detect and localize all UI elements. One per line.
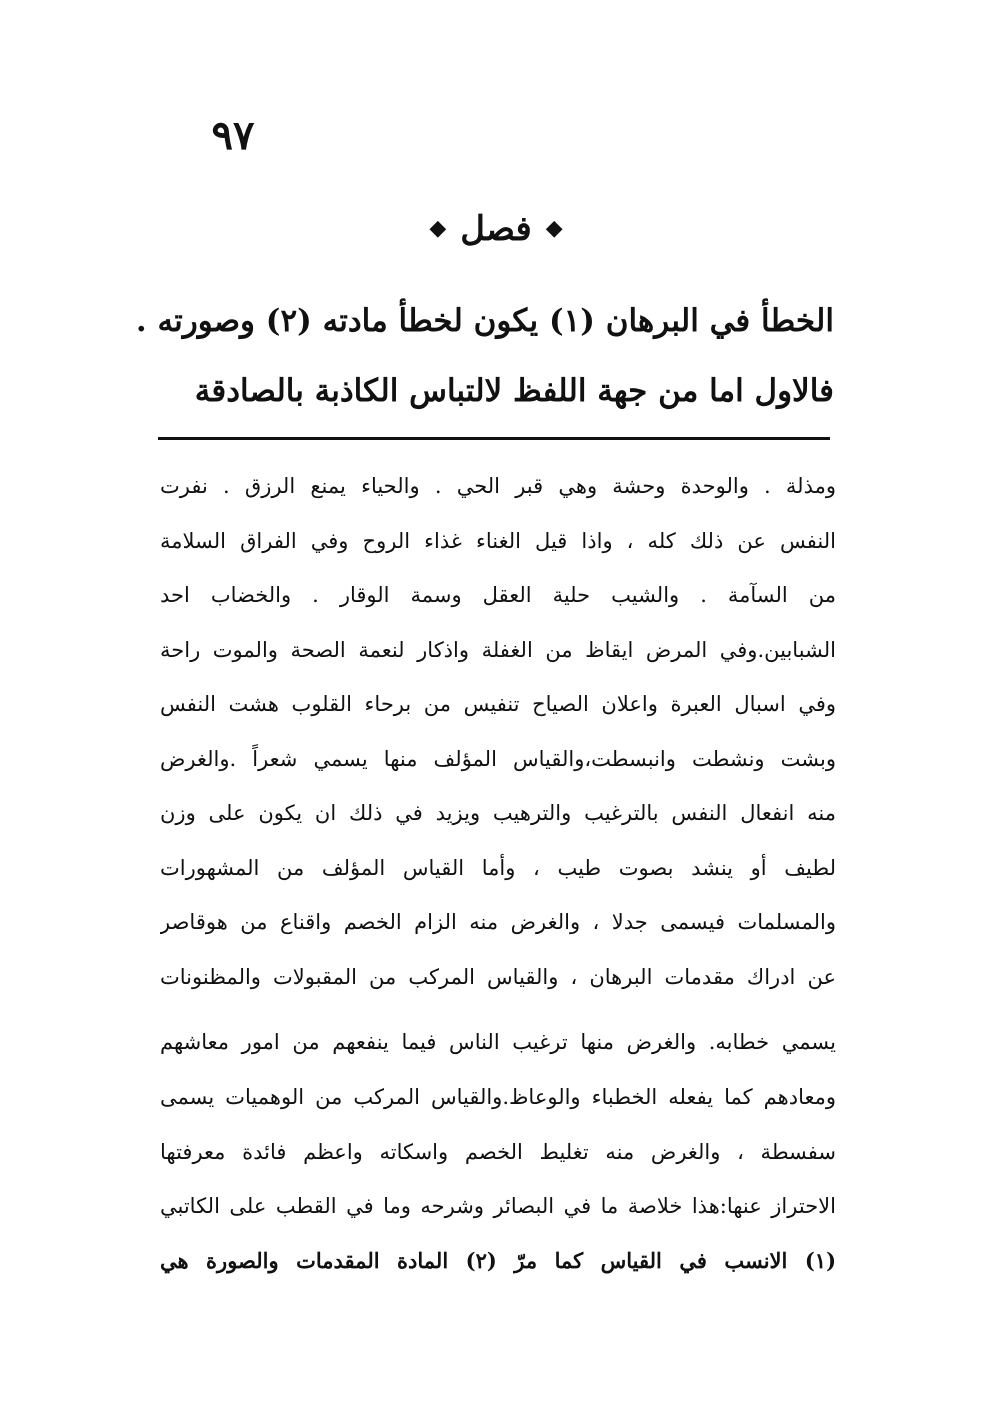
note-line: من السآمة . والشيب حلية العقل وسمة الوقار . والخضاب احد bbox=[160, 583, 836, 607]
diamond-ornament-icon: ◆ bbox=[545, 216, 563, 241]
note-line: وبشت ونشطت وانبسطت،والقياس المؤلف منها يسمي شعراً .والغرض bbox=[160, 747, 836, 771]
note-line: لطيف أو ينشد بصوت طيب ، وأما القياس المؤلف من المشهورات bbox=[160, 856, 836, 880]
note-line: يسمي خطابه. والغرض منها ترغيب الناس فيما ينفعهم من امور معاشهم bbox=[160, 1030, 836, 1054]
diamond-ornament-icon: ◆ bbox=[429, 216, 447, 241]
note-line: والمسلمات فيسمى جدلا ، والغرض منه الزام الخصم واقناع من هوقاصر bbox=[160, 910, 836, 934]
section-heading bbox=[392, 202, 600, 256]
section-heading-text: فصل bbox=[460, 209, 532, 249]
page-number: ٩٧ bbox=[211, 112, 255, 159]
main-text-line: فالاول اما من جهة اللفظ لالتباس الكاذبة بالصادقة bbox=[194, 373, 834, 409]
note-line: ومعادهم كما يفعله الخطباء والوعاظ.والقياس المركب من الوهميات يسمى bbox=[160, 1085, 836, 1109]
note-line: ومذلة . والوحدة وحشة وهي قبر الحي . والحياء يمنع الرزق . نفرت bbox=[160, 474, 836, 498]
note-line: وفي اسبال العبرة واعلان الصياح تنفيس من برحاء القلوب هشت النفس bbox=[160, 692, 836, 716]
note-line: الاحتراز عنها:هذا خلاصة ما في البصائر وشرحه وما في القطب على الكاتبي bbox=[160, 1194, 836, 1218]
footnote: (١) الانسب في القياس كما مرّ (٢) المادة المقدمات والصورة هي bbox=[160, 1248, 836, 1273]
note-line: النفس عن ذلك كله ، واذا قيل الغناء غذاء الروح وفي الفراق السلامة bbox=[160, 529, 836, 553]
note-line: سفسطة ، والغرض منه تغليط الخصم واسكاته واعظم فائدة معرفتها bbox=[160, 1140, 836, 1164]
note-line: الشبابين.وفي المرض ايقاظ من الغفلة واذكار لنعمة الصحة والموت راحة bbox=[160, 638, 836, 662]
main-text-line: الخطأ في البرهان (١) يكون لخطأ مادته (٢) وصورته . bbox=[135, 303, 834, 339]
note-line: منه انفعال النفس بالترغيب والترهيب ويزيد في ذلك ان يكون على وزن bbox=[160, 801, 836, 825]
footnote-divider bbox=[158, 437, 830, 440]
note-line: عن ادراك مقدمات البرهان ، والقياس المركب من المقبولات والمظنونات bbox=[160, 965, 836, 989]
